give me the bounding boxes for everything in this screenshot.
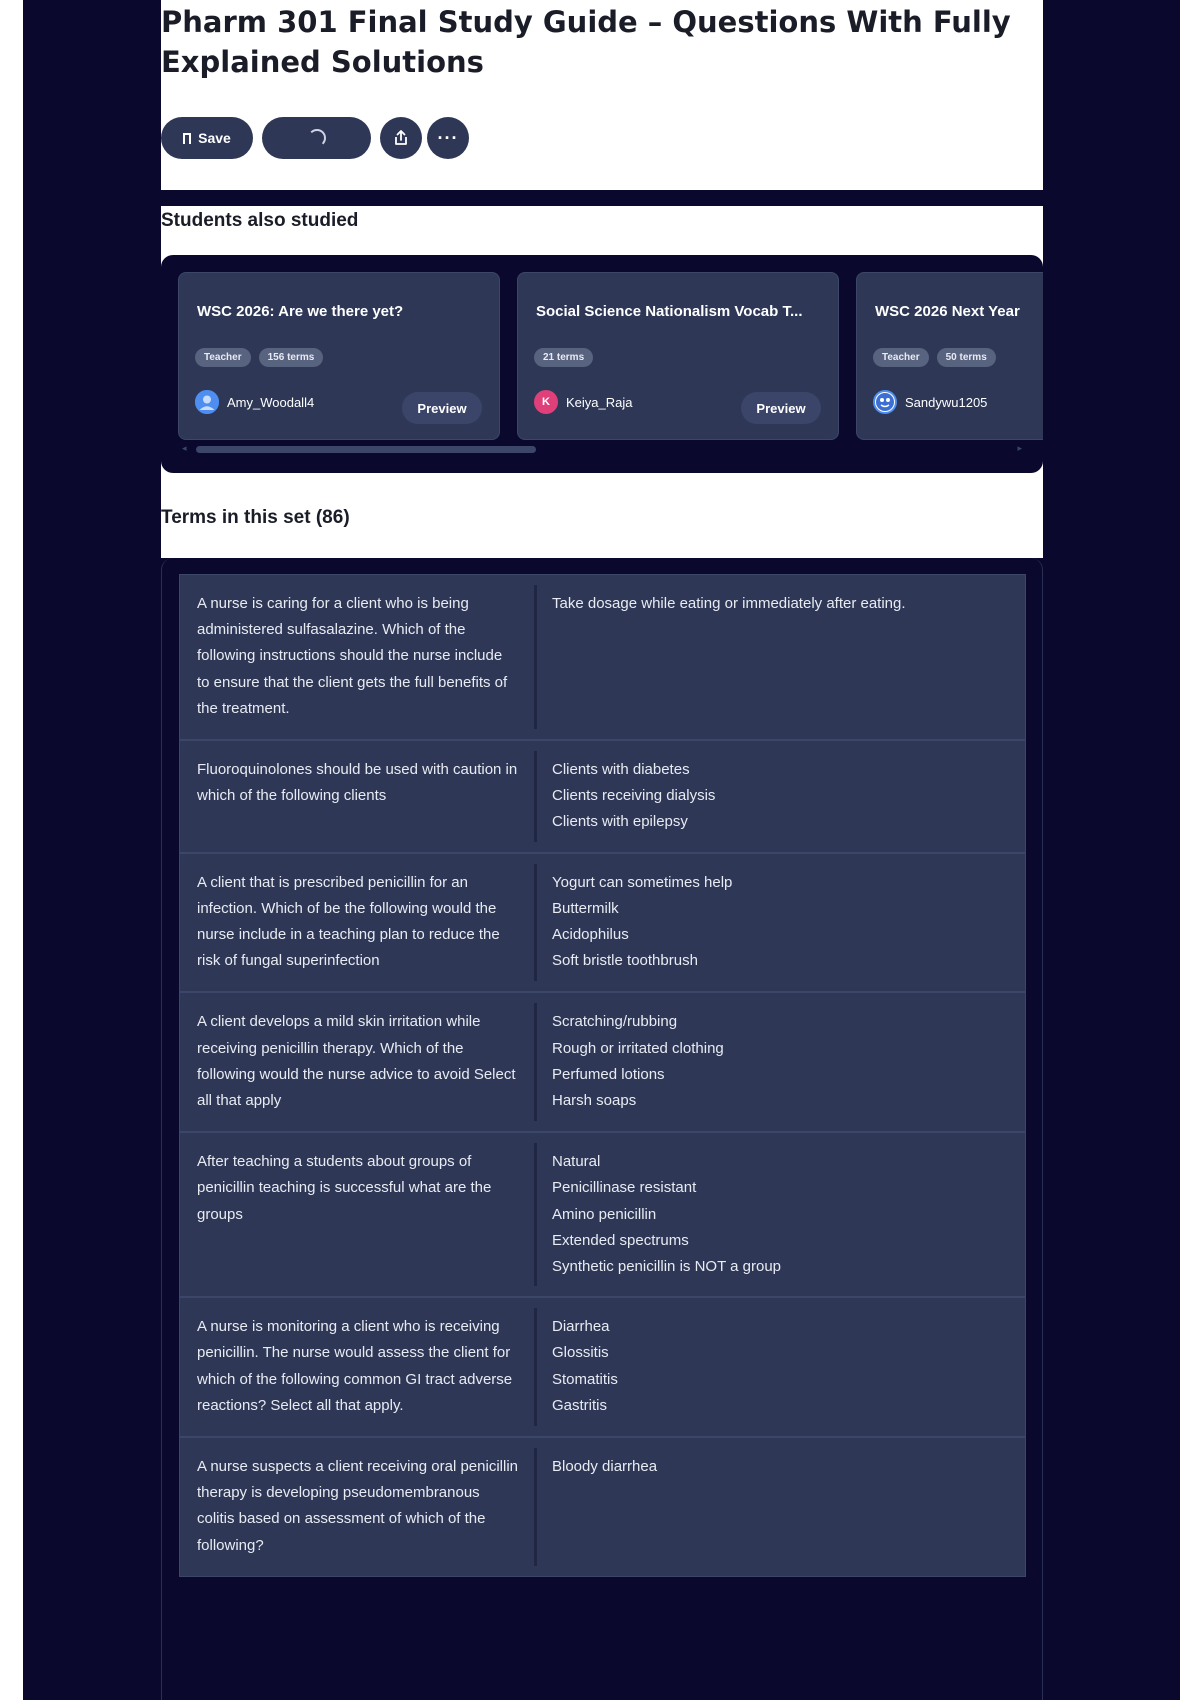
card-badges <box>195 348 323 367</box>
term-answer <box>537 741 1025 852</box>
term-answer <box>537 854 1025 992</box>
term-answer <box>537 1133 1025 1296</box>
author-name: Sandywu1205 <box>905 394 988 410</box>
answer-line: Scratching/rubbing <box>552 1013 678 1031</box>
card-author[interactable] <box>873 390 987 414</box>
preview-button[interactable]: Preview <box>402 392 482 424</box>
answer-line: Soft bristle toothbrush <box>552 952 698 970</box>
term-row[interactable] <box>180 1133 1025 1298</box>
term-row[interactable] <box>180 741 1025 854</box>
avatar <box>873 390 897 414</box>
badge: 156 terms <box>259 348 324 367</box>
save-button[interactable] <box>161 117 253 159</box>
user-avatar-icon <box>875 392 895 412</box>
share-icon <box>392 129 410 147</box>
answer-line: Buttermilk <box>552 899 619 917</box>
answer-line: Perfumed lotions <box>552 1065 665 1083</box>
terms-container <box>161 558 1043 1700</box>
also-studied-heading: Students also studied <box>161 210 359 231</box>
action-bar <box>161 117 561 159</box>
avatar <box>195 390 219 414</box>
loading-button[interactable] <box>262 117 371 159</box>
loading-spinner-icon <box>308 129 326 147</box>
also-studied-carousel <box>161 255 1043 473</box>
term-answer <box>537 993 1025 1131</box>
answer-line: Penicillinase resistant <box>552 1179 697 1197</box>
term-question: A nurse suspects a client receiving oral penicillin therapy is developing pseudomembranous colitis based on assessment of which of the following? <box>180 1448 537 1566</box>
term-row[interactable] <box>180 575 1025 741</box>
user-avatar-icon <box>195 390 219 414</box>
study-set-card[interactable] <box>178 272 500 440</box>
more-horizontal-icon: ··· <box>437 127 459 148</box>
answer-line: Take dosage while eating or immediately after eating. <box>552 595 906 612</box>
scroll-left-icon[interactable]: ◂ <box>182 443 187 453</box>
term-question: A nurse is caring for a client who is being administered sulfasalazine. Which of the following instructions should the nurse include to ensure that the client gets the full benefits of the treatment. <box>180 585 537 729</box>
term-answer <box>537 1298 1025 1436</box>
answer-line: Rough or irritated clothing <box>552 1039 724 1057</box>
answer-line: Acidophilus <box>552 926 629 944</box>
terms-heading: Terms in this set (86) <box>161 507 350 528</box>
save-button-label: Save <box>198 130 231 146</box>
study-set-card[interactable] <box>856 272 1043 440</box>
share-button[interactable] <box>380 117 422 159</box>
card-author[interactable] <box>195 390 314 414</box>
answer-line: Clients with epilepsy <box>552 813 688 831</box>
section-divider <box>161 190 1043 206</box>
answer-line: Gastritis <box>552 1396 608 1414</box>
preview-button[interactable]: Preview <box>741 392 821 424</box>
term-list <box>179 574 1026 1577</box>
term-answer <box>537 1438 1025 1576</box>
term-row[interactable] <box>180 993 1025 1133</box>
carousel-scrollbar[interactable] <box>182 445 1022 453</box>
term-answer <box>537 575 1025 739</box>
more-options-button[interactable] <box>427 117 469 159</box>
term-question: After teaching a students about groups of penicillin teaching is successful what are the groups <box>180 1143 537 1286</box>
study-set-card[interactable] <box>517 272 839 440</box>
badge: 21 terms <box>534 348 593 367</box>
term-question: Fluoroquinolones should be used with caution in which of the following clients <box>180 751 537 842</box>
bookmark-icon <box>183 133 191 144</box>
scroll-right-icon[interactable]: ▸ <box>1017 443 1022 453</box>
answer-line: Stomatitis <box>552 1370 618 1388</box>
card-author[interactable] <box>534 390 633 414</box>
answer-line: Glossitis <box>552 1344 609 1362</box>
card-title: WSC 2026: Are we there yet? <box>197 303 404 320</box>
term-question: A nurse is monitoring a client who is receiving penicillin. The nurse would assess the client for which of the following common GI tract adverse reactions? Select all that apply. <box>180 1308 537 1426</box>
answer-line: Clients with diabetes <box>552 761 690 779</box>
author-name: Keiya_Raja <box>566 394 633 410</box>
main-column <box>161 0 1043 1700</box>
term-row[interactable] <box>180 1298 1025 1438</box>
set-header <box>161 0 1043 190</box>
term-question: A client that is prescribed penicillin for an infection. Which of be the following would the nurse include in a teaching plan to reduce the risk of fungal superinfection <box>180 864 537 982</box>
term-row[interactable] <box>180 854 1025 994</box>
card-title: WSC 2026 Next Year <box>875 303 1020 320</box>
answer-line: Natural <box>552 1153 601 1171</box>
answer-line: Diarrhea <box>552 1318 610 1336</box>
badge: 50 terms <box>937 348 996 367</box>
card-title: Social Science Nationalism Vocab T... <box>536 303 803 320</box>
answer-line: Clients receiving dialysis <box>552 787 716 805</box>
scrollbar-thumb[interactable] <box>196 446 536 453</box>
answer-line: Bloody diarrhea <box>552 1458 658 1476</box>
answer-line: Synthetic penicillin is NOT a group <box>552 1258 781 1276</box>
term-row[interactable] <box>180 1438 1025 1576</box>
card-badges <box>873 348 996 367</box>
author-name: Amy_Woodall4 <box>227 394 315 410</box>
page-title: Pharm 301 Final Study Guide – Questions With Fully Explained Solutions <box>161 5 1011 79</box>
answer-line: Yogurt can sometimes help <box>552 873 733 891</box>
answer-line: Extended spectrums <box>552 1231 689 1249</box>
term-question: A client develops a mild skin irritation while receiving penicillin therapy. Which of the following would the nurse advice to avoid Select all that apply <box>180 1003 537 1121</box>
avatar: K <box>534 390 558 414</box>
badge: Teacher <box>873 348 929 367</box>
badge: Teacher <box>195 348 251 367</box>
answer-line: Amino penicillin <box>552 1205 657 1223</box>
answer-line: Harsh soaps <box>552 1092 637 1110</box>
card-badges <box>534 348 593 367</box>
